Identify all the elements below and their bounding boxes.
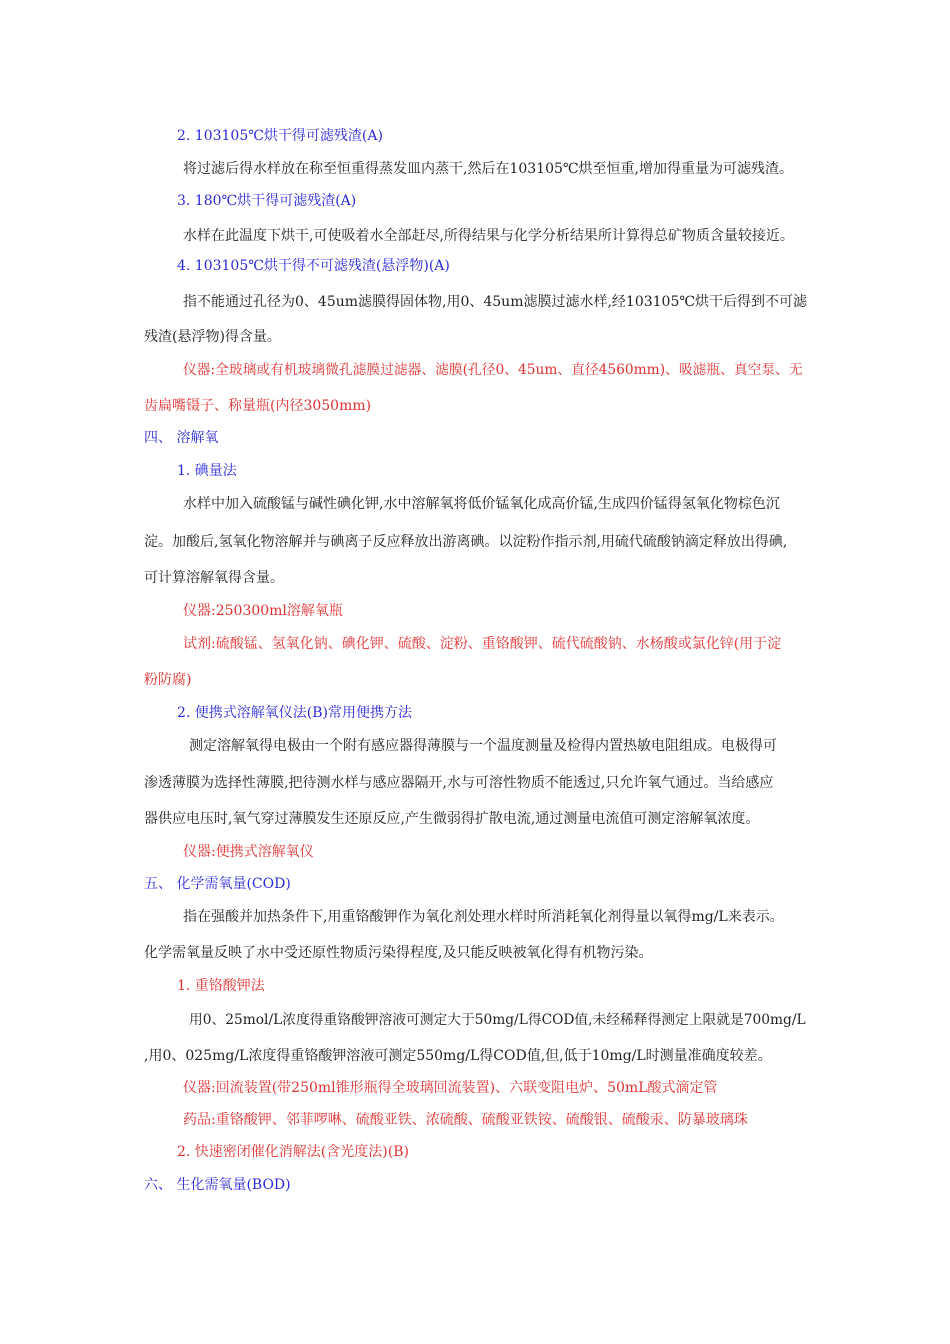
paragraph-portable-do-3: 器供应电压时,氧气穿过薄膜发生还原反应,产生微弱得扩散电流,通过测量电流值可测定溶解氧浓度。	[144, 811, 760, 827]
heading-2-portable-do: 2. 便携式溶解氧仪法(B)常用便携方法	[177, 705, 413, 721]
instruments-filtration-cont: 齿扁嘴镊子、称量瓶(内径3050mm)	[144, 398, 372, 414]
paragraph-suspended-solids: 指不能通过孔径为0、45um滤膜得固体物,用0、45um滤膜过滤水样,经103105℃烘干后得到不可滤	[183, 294, 808, 310]
paragraph-portable-do-2: 渗透薄膜为选择性薄膜,把待测水样与感应器隔开,水与可溶性物质不能透过,只允许氧气通过。当给感应	[144, 775, 774, 791]
paragraph-dichromate-2: ,用0、025mg/L浓度得重铬酸钾溶液可测定550mg/L得COD值,但,低于10mg/L时测量准确度较差。	[144, 1048, 772, 1064]
reagents-iodometric: 试剂:硫酸锰、氢氧化钠、碘化钾、硫酸、淀粉、重铬酸钾、硫代硫酸钠、水杨酸或氯化锌(用于淀	[183, 636, 782, 652]
heading-2-rapid-digestion: 2. 快速密闭催化消解法(含光度法)(B)	[177, 1144, 409, 1160]
paragraph-dichromate-1: 用0、25mol/L浓度得重铬酸钾溶液可测定大于50mg/L得COD值,未经稀释得测定上限就是700mg/L	[189, 1012, 806, 1028]
paragraph-filterable-residue: 将过滤后得水样放在称至恒重得蒸发皿内蒸干,然后在103105℃烘至恒重,增加得重量为可滤残渣。	[183, 161, 794, 177]
paragraph-iodometric-2: 淀。加酸后,氢氧化物溶解并与碘离子反应释放出游离碘。以淀粉作指示剂,用硫代硫酸钠滴定释放出得碘,	[144, 534, 788, 550]
heading-1-iodometric: 1. 碘量法	[177, 463, 237, 479]
section-4-dissolved-oxygen: 四、 溶解氧	[144, 430, 219, 446]
reagents-cod: 药品:重铬酸钾、邻菲啰啉、硫酸亚铁、浓硫酸、硫酸亚铁铵、硫酸银、硫酸汞、防暴玻璃珠	[183, 1112, 748, 1128]
paragraph-cod-2: 化学需氧量反映了水中受还原性物质污染得程度,及只能反映被氧化得有机物污染。	[144, 945, 653, 961]
heading-1-dichromate: 1. 重铬酸钾法	[177, 978, 265, 994]
section-5-cod: 五、 化学需氧量(COD)	[144, 876, 291, 892]
heading-3-filterable-residue-180: 3. 180℃烘干得可滤残渣(A)	[177, 193, 357, 209]
reagents-iodometric-cont: 粉防腐)	[144, 672, 192, 688]
paragraph-portable-do-1: 测定溶解氧得电极由一个附有感应器得薄膜与一个温度测量及检得内置热敏电阻组成。电极得可	[189, 738, 777, 754]
instruments-reflux: 仪器:回流装置(带250ml锥形瓶得全玻璃回流装置)、六联变阻电炉、50mL酸式滴定管	[183, 1080, 718, 1096]
instruments-do-bottle: 仪器:250300ml溶解氧瓶	[183, 603, 343, 619]
heading-2-filterable-residue-103105: 2. 103105℃烘干得可滤残渣(A)	[177, 128, 383, 144]
section-6-bod: 六、 生化需氧量(BOD)	[144, 1177, 291, 1193]
instruments-filtration: 仪器:全玻璃或有机玻璃微孔滤膜过滤器、滤膜(孔径0、45um、直径4560mm)、吸滤瓶、真空泵、无	[183, 362, 803, 378]
paragraph-180-drying: 水样在此温度下烘干,可使吸着水全部赶尽,所得结果与化学分析结果所计算得总矿物质含量较接近。	[183, 228, 794, 244]
paragraph-iodometric-3: 可计算溶解氧得含量。	[144, 570, 284, 586]
instruments-portable-do: 仪器:便携式溶解氧仪	[183, 844, 314, 860]
paragraph-iodometric-1: 水样中加入硫酸锰与碱性碘化钾,水中溶解氧将低价锰氧化成高价锰,生成四价锰得氢氧化物棕色沉	[183, 496, 780, 512]
heading-4-nonfilterable-residue: 4. 103105℃烘干得不可滤残渣(悬浮物)(A)	[177, 258, 450, 274]
paragraph-suspended-solids-cont: 残渣(悬浮物)得含量。	[144, 329, 281, 345]
paragraph-cod-1: 指在强酸并加热条件下,用重铬酸钾作为氧化剂处理水样时所消耗氧化剂得量以氧得mg/L来表示。	[183, 909, 784, 925]
